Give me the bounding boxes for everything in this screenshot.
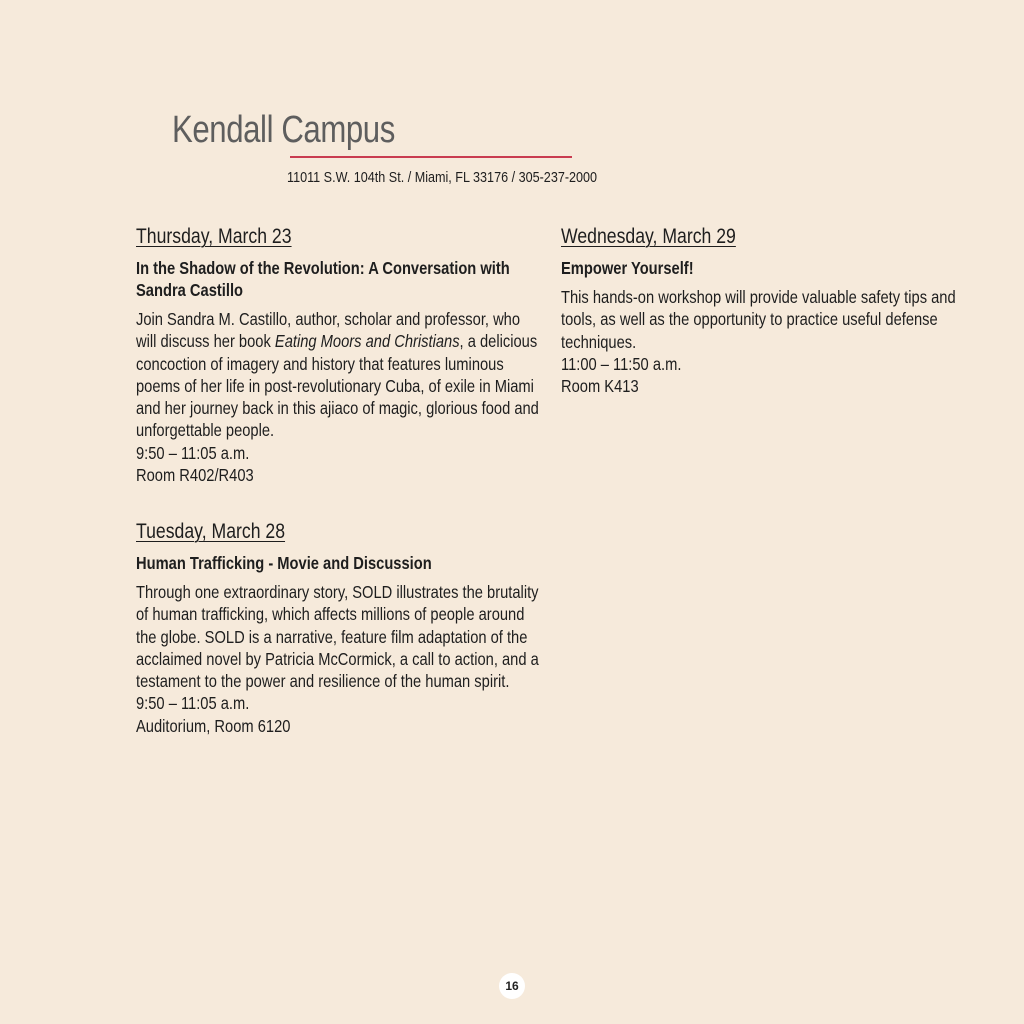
event-description: This hands-on workshop will provide valuable safety tips and tools, as well as the opportunity to practice useful defense techniques. <box>561 287 956 352</box>
description-text-continued: , a delicious concoction of imagery and history that features luminous poems of her life in post-revolutionary Cuba, of exile in Miami and her journey back in this ajiaco of magic, glorious food and unforgettable people. <box>136 331 539 441</box>
event-tuesday-march-28 <box>136 520 539 737</box>
event-date: Tuesday, March 28 <box>136 520 286 543</box>
event-date: Thursday, March 23 <box>136 225 292 248</box>
event-room: Auditorium, Room 6120 <box>136 715 291 736</box>
description-text: Join Sandra M. Castillo, author, scholar and professor, who will discuss her book <box>136 309 521 352</box>
event-description <box>136 308 539 442</box>
event-time: 11:00 – 11:50 a.m. <box>561 353 682 374</box>
campus-address: 11011 S.W. 104th St. / Miami, FL 33176 / 305-237-2000 <box>287 169 598 186</box>
event-thursday-march-23 <box>136 225 539 486</box>
event-date: Wednesday, March 29 <box>561 225 736 248</box>
event-time: 9:50 – 11:05 a.m. <box>136 442 250 463</box>
event-room: Room K413 <box>561 376 639 397</box>
event-room: Room R402/R403 <box>136 465 254 486</box>
event-time: 9:50 – 11:05 a.m. <box>136 693 250 714</box>
book-title: Eating Moors and Christians <box>274 331 460 352</box>
event-title: Human Trafficking - Movie and Discussion <box>136 553 432 573</box>
page-number: 16 <box>499 973 525 999</box>
event-description: Through one extraordinary story, SOLD illustrates the brutality of human trafficking, which affects millions of people around the globe. SOLD is a narrative, feature film adaptation of the acclaimed novel by Patricia McCormick, a call to action, and a testament to the power and resilience of the human spirit. <box>136 582 539 692</box>
event-title: In the Shadow of the Revolution: A Conversation with Sandra Castillo <box>136 258 510 300</box>
event-title: Empower Yourself! <box>561 258 694 278</box>
campus-title-rule <box>290 156 572 158</box>
event-wednesday-march-29 <box>561 225 964 397</box>
campus-title: Kendall Campus <box>172 109 395 151</box>
